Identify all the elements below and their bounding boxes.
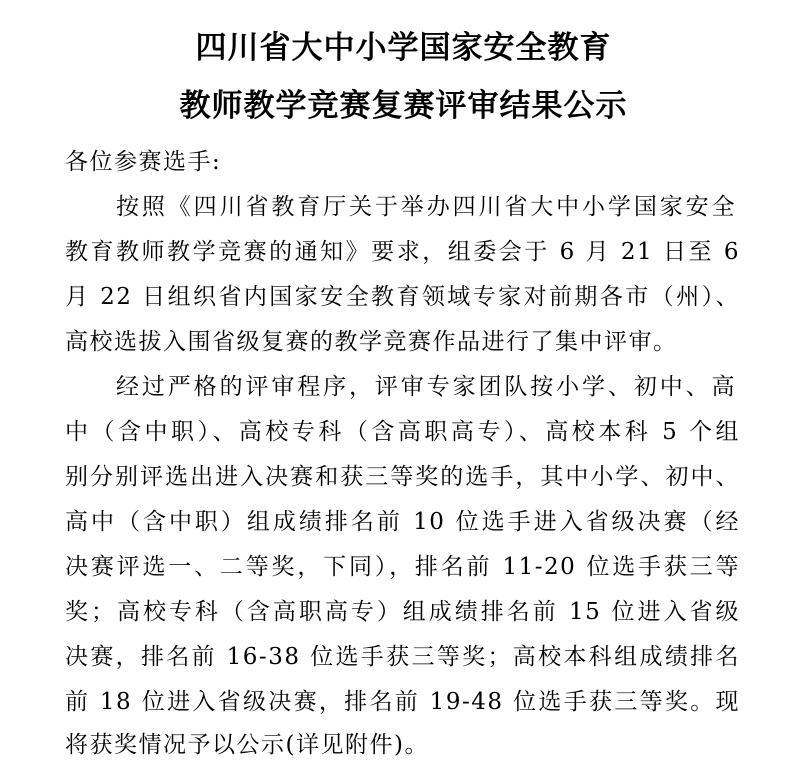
paragraph-1-line-1: 按照《四川省教育厅关于举办四川省大中小学国家安全 [116, 194, 736, 220]
paragraph-2-line-5: 决赛评选一、二等奖，下同），排名前 11-20 位选手获三等 [65, 554, 740, 580]
document-title-line-2: 教师教学竞赛复赛评审结果公示 [179, 88, 628, 124]
paragraph-2-line-4: 高中（含中职）组成绩排名前 10 位选手进入省级决赛（经 [65, 509, 740, 535]
paragraph-1-line-4: 高校选拔入围省级复赛的教学竞赛作品进行了集中评审。 [65, 329, 678, 355]
paragraph-1-line-3: 月 22 日组织省内国家安全教育领域专家对前期各市（州）、 [65, 284, 740, 310]
greeting: 各位参赛选手: [65, 149, 222, 175]
paragraph-2-line-9: 将获奖情况予以公示(详见附件)。 [65, 732, 429, 758]
paragraph-1-line-2: 教育教师教学竞赛的通知》要求，组委会于 6 月 21 日至 6 [65, 239, 740, 265]
paragraph-2-line-7: 决赛，排名前 16-38 位选手获三等奖；高校本科组成绩排名 [65, 644, 740, 670]
paragraph-2-line-3: 别分别评选出进入决赛和获三等奖的选手，其中小学、初中、 [65, 464, 740, 490]
paragraph-2-line-6: 奖；高校专科（含高职高专）组成绩排名前 15 位进入省级 [65, 599, 740, 625]
paragraph-2-line-2: 中（含中职）、高校专科（含高职高专）、高校本科 5 个组 [65, 419, 740, 445]
paragraph-2-line-1: 经过严格的评审程序，评审专家团队按小学、初中、高 [116, 374, 736, 400]
paragraph-2-line-8: 前 18 位进入省级决赛，排名前 19-48 位选手获三等奖。现 [65, 689, 740, 715]
document-title-line-1: 四川省大中小学国家安全教育 [195, 30, 612, 66]
